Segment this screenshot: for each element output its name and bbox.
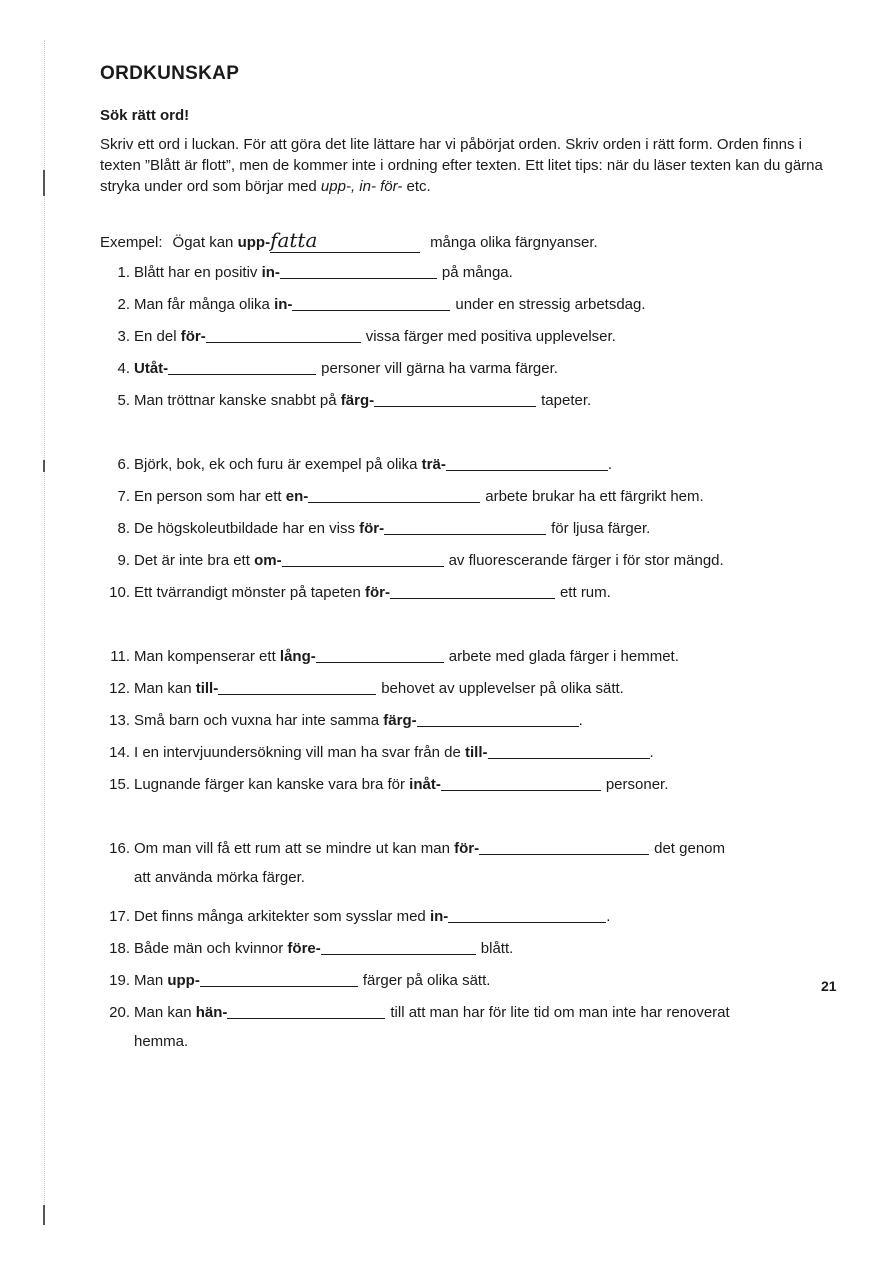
exercise-item [100, 741, 654, 761]
word-prefix: om- [254, 552, 282, 569]
item-number: 11. [110, 648, 130, 665]
item-text-after: arbete med glada färger i hemmet. [448, 648, 679, 665]
word-prefix: för- [454, 840, 480, 857]
answer-blank[interactable] [441, 775, 601, 791]
item-text-before: Man kan [134, 680, 196, 697]
exercise-item [100, 837, 725, 857]
word-prefix: lång- [279, 648, 316, 665]
exercise-item [100, 325, 616, 345]
item-text-after: blått. [480, 940, 514, 957]
item-text-after: personer. [605, 776, 669, 793]
answer-blank[interactable] [390, 583, 555, 599]
word-prefix: för- [364, 584, 390, 601]
example-text-after: många olika färgnyanser. [430, 234, 598, 251]
word-prefix: trä- [421, 456, 446, 473]
exercise-item [100, 549, 724, 569]
exercise-item [100, 969, 490, 989]
item-text-after: av fluorescerande färger i för stor mängd. [448, 552, 724, 569]
item-text-after: under en stressig arbetsdag. [455, 296, 646, 313]
item-text-after: till att man har för lite tid om man inte har renoverat [390, 1004, 730, 1021]
item-number: 7. [117, 488, 130, 505]
item-text-after: . [606, 908, 611, 925]
answer-blank[interactable] [446, 455, 608, 471]
item-text-before: Om man vill få ett rum att se mindre ut kan man [134, 840, 455, 857]
item-text-before: Lugnande färger kan kanske vara bra för [134, 776, 410, 793]
word-prefix: före- [287, 940, 321, 957]
item-text-before: Både män och kvinnor [134, 940, 288, 957]
item-text-before: Björk, bok, ek och furu är exempel på olika [134, 456, 422, 473]
item-text-after: färger på olika sätt. [362, 972, 491, 989]
exercise-item [100, 485, 704, 505]
item-number: 15. [109, 776, 130, 793]
instructions-text: Skriv ett ord i luckan. För att göra det lite lättare har vi påbörjat orden. Skriv orden i rätt form. Orden finns i texten ”Blått är flott”, men de kommer inte i ordning efter texten. Ett litet tips: när du läser texten kan du gärna stryka under ord som börjar med [100, 136, 823, 195]
item-number: 4. [117, 360, 130, 377]
item-text-after: . [607, 456, 612, 473]
answer-blank[interactable] [488, 743, 650, 759]
exercise-item [100, 709, 583, 729]
answer-blank[interactable] [282, 551, 444, 567]
item-number: 16. [109, 840, 130, 857]
binding-mark [43, 460, 45, 472]
exercise-item [100, 937, 513, 957]
answer-blank[interactable] [292, 295, 450, 311]
item-text-after: behovet av upplevelser på olika sätt. [381, 680, 624, 697]
item-number: 1. [117, 264, 130, 281]
item-number: 3. [117, 328, 130, 345]
item-text-before: Man får många olika [134, 296, 275, 313]
exercise-item [100, 905, 610, 925]
answer-blank[interactable] [479, 839, 649, 855]
exercise-item [100, 677, 624, 697]
binding-edge [44, 40, 45, 1220]
answer-blank[interactable] [280, 263, 437, 279]
item-number: 20. [109, 1004, 130, 1021]
word-prefix: färg- [383, 712, 417, 729]
item-continuation: att använda mörka färger. [134, 869, 305, 886]
item-text-after: . [649, 744, 654, 761]
answer-blank[interactable] [308, 487, 480, 503]
word-prefix: till- [195, 680, 219, 697]
item-number: 17. [109, 908, 130, 925]
word-prefix: till- [465, 744, 488, 761]
binding-mark [43, 170, 45, 196]
item-number: 10. [109, 584, 130, 601]
answer-blank[interactable] [374, 391, 536, 407]
example-prefix: upp- [237, 234, 271, 251]
exercise-item [100, 293, 646, 313]
item-text-before: En person som har ett [134, 488, 286, 505]
exercise-item [100, 645, 679, 665]
word-prefix: hän- [195, 1004, 228, 1021]
answer-blank[interactable] [206, 327, 361, 343]
item-number: 5. [117, 392, 130, 409]
exercise-item [100, 453, 612, 473]
item-text-before: I en intervjuundersökning vill man ha svar från de [134, 744, 466, 761]
example-label: Exempel: [100, 234, 163, 251]
example-answer-handwritten [270, 228, 420, 253]
exercise-item [100, 389, 591, 409]
item-number: 6. [117, 456, 130, 473]
item-number: 19. [109, 972, 130, 989]
exercise-item [100, 581, 611, 601]
item-text-before: Det är inte bra ett [134, 552, 255, 569]
item-number: 14. [109, 744, 130, 761]
item-text-after: personer vill gärna ha varma färger. [321, 360, 558, 377]
item-text-after: för ljusa färger. [551, 520, 651, 537]
item-text-before: Man kompenserar ett [134, 648, 280, 665]
exercise-item [100, 1001, 730, 1021]
item-text-before: Man kan [134, 1004, 196, 1021]
instructions-prefixes: upp-, in- för- [320, 178, 403, 195]
item-continuation: hemma. [134, 1033, 189, 1050]
item-text-before: De högskoleutbildade har en viss [134, 520, 360, 537]
answer-blank[interactable] [316, 647, 444, 663]
answer-blank[interactable] [321, 939, 476, 955]
answer-blank[interactable] [168, 359, 316, 375]
item-text-after: . [578, 712, 583, 729]
item-number: 12. [109, 680, 130, 697]
item-text-after: det genom [654, 840, 726, 857]
exercise-item [100, 357, 558, 377]
item-text-after: vissa färger med positiva upplevelser. [365, 328, 616, 345]
word-prefix: för- [180, 328, 206, 345]
item-text-before: Ett tvärrandigt mönster på tapeten [134, 584, 365, 601]
word-prefix: en- [285, 488, 309, 505]
item-number: 8. [117, 520, 130, 537]
exercise-heading: Sök rätt ord! [100, 107, 190, 124]
word-prefix: Utåt- [134, 360, 169, 377]
item-text-before: Man tröttnar kanske snabbt på [134, 392, 341, 409]
item-text-before: En del [134, 328, 181, 345]
item-number: 2. [117, 296, 130, 313]
example-sentence [100, 225, 598, 251]
word-prefix: in- [274, 296, 293, 313]
word-prefix: inåt- [409, 776, 441, 793]
item-text-before: Det finns många arkitekter som sysslar med [134, 908, 430, 925]
item-text-before: Man [134, 972, 168, 989]
answer-blank[interactable] [200, 971, 358, 987]
item-number: 9. [117, 552, 130, 569]
answer-blank[interactable] [417, 711, 579, 727]
word-prefix: upp- [167, 972, 200, 989]
exercise-item [100, 773, 668, 793]
word-prefix: in- [261, 264, 280, 281]
page-number: 21 [821, 978, 837, 994]
word-prefix: in- [429, 908, 449, 925]
item-text-after: på många. [441, 264, 513, 281]
item-text-after: ett rum. [559, 584, 611, 601]
item-text-before: Blått har en positiv [134, 264, 262, 281]
item-number: 13. [109, 712, 130, 729]
answer-blank[interactable] [227, 1003, 385, 1019]
word-prefix: för- [359, 520, 385, 537]
example-answer-text: fatta [270, 228, 318, 252]
answer-blank[interactable] [384, 519, 546, 535]
answer-blank[interactable] [218, 679, 376, 695]
answer-blank[interactable] [448, 907, 606, 923]
page-title: ORDKUNSKAP [100, 63, 240, 84]
exercise-item [100, 517, 650, 537]
item-text-after: tapeter. [541, 392, 592, 409]
item-text-after: arbete brukar ha ett färgrikt hem. [485, 488, 704, 505]
exercise-item [100, 261, 513, 281]
example-text-before: Ögat kan [172, 234, 238, 251]
instructions-text-end: etc. [402, 178, 431, 195]
instructions-paragraph [100, 134, 825, 197]
item-number: 18. [109, 940, 130, 957]
item-text-before: Små barn och vuxna har inte samma [134, 712, 384, 729]
binding-mark [43, 1205, 45, 1225]
word-prefix: färg- [340, 392, 375, 409]
